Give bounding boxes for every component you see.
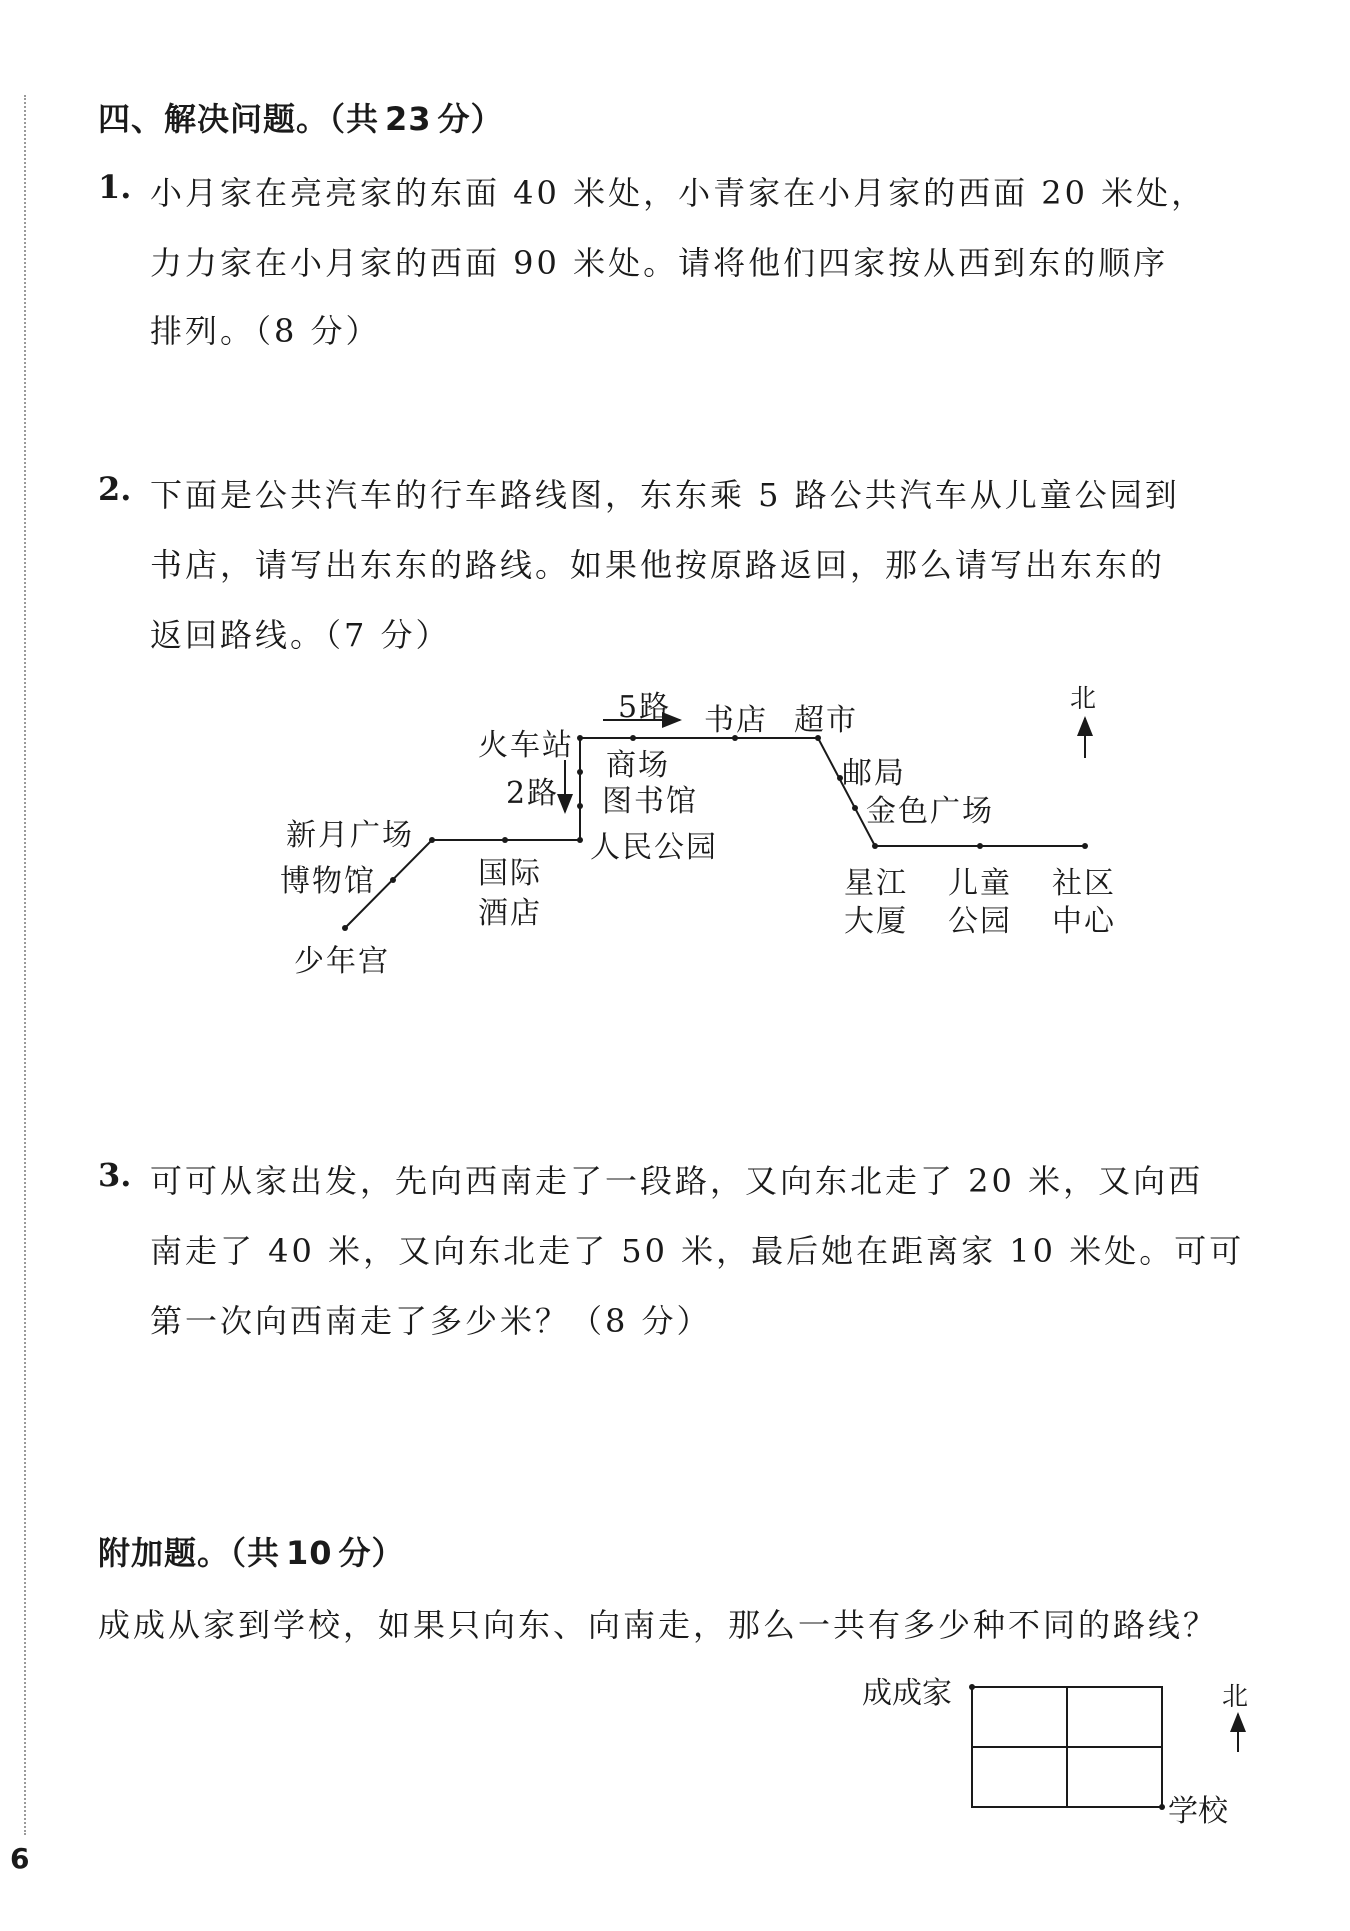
route-5-label: 5路 bbox=[618, 690, 672, 725]
question-1-number: 1. bbox=[98, 168, 132, 206]
question-2-line-3: 返回路线。（7 分） bbox=[150, 616, 451, 654]
label-children-palace: 少年宫 bbox=[294, 944, 390, 979]
label-golden-square: 金色广场 bbox=[866, 794, 994, 829]
bonus-unit: 分） bbox=[338, 1534, 405, 1572]
label-xinyue-square: 新月广场 bbox=[286, 818, 414, 853]
stop-intl-hotel bbox=[502, 837, 508, 843]
question-1-line-3: 排列。（8 分） bbox=[150, 312, 381, 350]
bonus-question: 成成从家到学校，如果只向东、向南走，那么一共有多少种不同的路线？ bbox=[98, 1606, 1219, 1644]
label-community-1: 社区 bbox=[1052, 866, 1116, 901]
label-bookstore: 书店 bbox=[704, 703, 768, 738]
label-museum: 博物馆 bbox=[280, 864, 376, 899]
bonus-home-dot bbox=[969, 1684, 975, 1690]
stop-peoples-park bbox=[577, 837, 583, 843]
stop-museum bbox=[390, 877, 396, 883]
bonus-north-label: 北 bbox=[1222, 1682, 1249, 1712]
label-post-office: 邮局 bbox=[842, 756, 906, 791]
bonus-points: 10 bbox=[286, 1534, 333, 1572]
question-2-line-2: 书店，请写出东东的路线。如果他按原路返回，那么请写出东东的 bbox=[150, 546, 1166, 584]
page-number: 6 bbox=[10, 1842, 30, 1875]
label-peoples-park: 人民公园 bbox=[590, 830, 718, 865]
bonus-school-dot bbox=[1159, 1804, 1165, 1810]
label-train-station: 火车站 bbox=[478, 728, 574, 763]
label-mall: 商场 bbox=[606, 748, 670, 783]
question-3-line-3: 第一次向西南走了多少米？（8 分） bbox=[150, 1302, 712, 1340]
label-library: 图书馆 bbox=[602, 784, 698, 819]
stop-community bbox=[1082, 843, 1088, 849]
label-childrens-park-1: 儿童 bbox=[948, 866, 1012, 901]
stop-childrens-park bbox=[977, 843, 983, 849]
question-3-line-1: 可可从家出发，先向西南走了一段路，又向东北走了 20 米，又向西 bbox=[150, 1162, 1204, 1200]
label-supermarket: 超市 bbox=[794, 703, 858, 738]
label-childrens-park-2: 公园 bbox=[948, 904, 1012, 939]
route-2-label: 2路 bbox=[506, 776, 560, 811]
section-title: 四、解决问题。（共 bbox=[98, 100, 380, 138]
stop-library bbox=[577, 803, 583, 809]
label-intl-hotel-1: 国际 bbox=[478, 856, 542, 891]
bonus-home-label: 成成家 bbox=[862, 1676, 952, 1711]
bonus-title: 附加题。（共 bbox=[98, 1534, 281, 1572]
label-xingjiang-1: 星江 bbox=[844, 866, 908, 901]
section-unit: 分） bbox=[437, 100, 504, 138]
label-xingjiang-2: 大厦 bbox=[844, 904, 908, 939]
label-intl-hotel-2: 酒店 bbox=[478, 896, 542, 931]
question-2-line-1: 下面是公共汽车的行车路线图，东东乘 5 路公共汽车从儿童公园到 bbox=[150, 476, 1180, 514]
question-1-line-1: 小月家在亮亮家的东面 40 米处，小青家在小月家的西面 20 米处， bbox=[150, 174, 1207, 212]
stop-xinyue-square bbox=[429, 837, 435, 843]
bonus-school-label: 学校 bbox=[1168, 1794, 1228, 1829]
question-2-number: 2. bbox=[98, 470, 132, 508]
question-3-line-2: 南走了 40 米，又向东北走了 50 米，最后她在距离家 10 米处。可可 bbox=[150, 1232, 1245, 1270]
label-community-2: 中心 bbox=[1052, 904, 1116, 939]
stop-xingjiang bbox=[872, 843, 878, 849]
stop-train-station bbox=[577, 735, 583, 741]
map-north-label: 北 bbox=[1070, 684, 1099, 714]
question-3-number: 3. bbox=[98, 1156, 132, 1194]
stop-golden-square bbox=[852, 805, 858, 811]
question-1-line-2: 力力家在小月家的西面 90 米处。请将他们四家按从西到东的顺序 bbox=[150, 244, 1169, 282]
section-points: 23 bbox=[385, 100, 432, 138]
bonus-heading bbox=[98, 1528, 405, 1574]
stop-children-palace bbox=[342, 925, 348, 931]
stop-mall bbox=[577, 769, 583, 775]
